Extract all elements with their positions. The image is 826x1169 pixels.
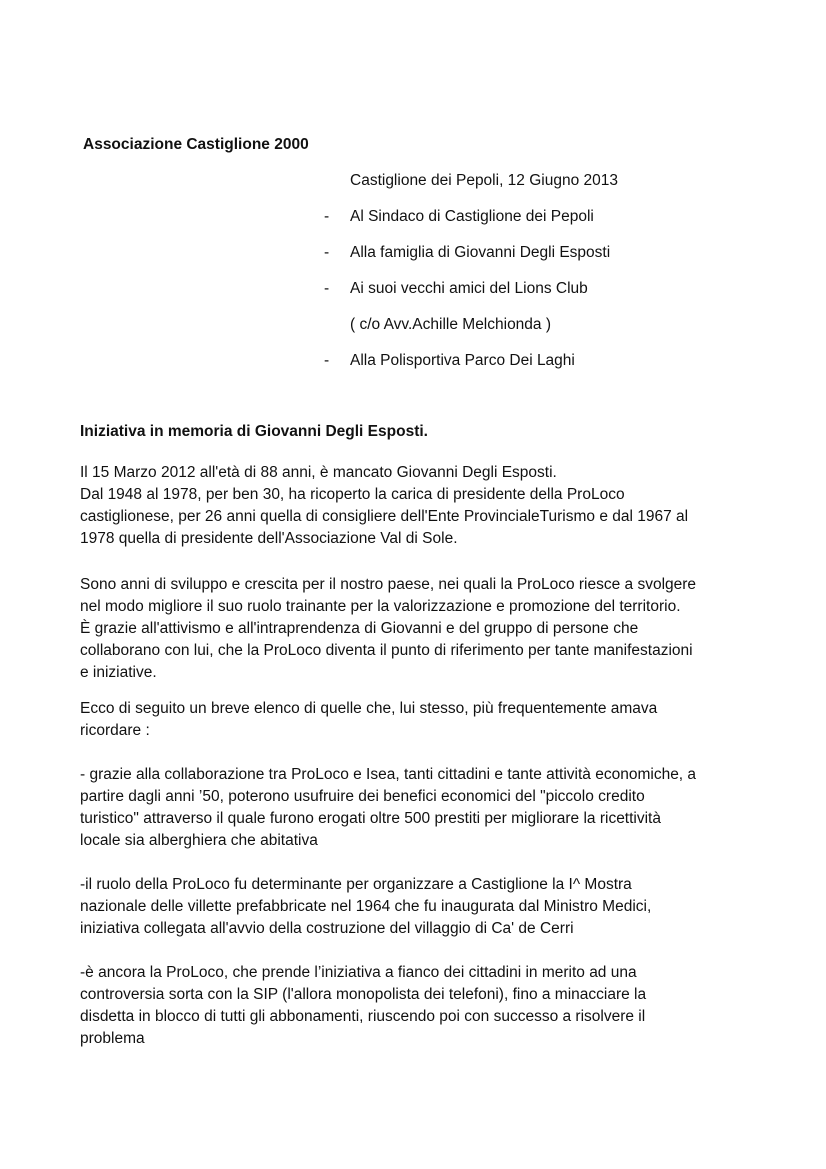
- body-paragraph: [80, 764, 760, 852]
- recipient-text: Al Sindaco di Castiglione dei Pepoli: [350, 208, 594, 225]
- paragraph-line: controversia sorta con la SIP (l'allora monopolista dei telefoni), fino a minacciare la: [80, 986, 647, 1003]
- paragraph-line: -il ruolo della ProLoco fu determinante per organizzare a Castiglione la I^ Mostra: [80, 876, 632, 893]
- paragraph-line: problema: [80, 1030, 145, 1047]
- paragraph-line: - grazie alla collaborazione tra ProLoco e Isea, tanti cittadini e tante attività economiche, a: [80, 766, 697, 783]
- paragraph-line: Sono anni di sviluppo e crescita per il nostro paese, nei quali la ProLoco riesce a svolgere: [80, 576, 697, 593]
- paragraph-line: collaborano con lui, che la ProLoco diventa il punto di riferimento per tante manifestazioni: [80, 642, 693, 659]
- paragraph-line: disdetta in blocco di tutti gli abbonamenti, riuscendo poi con successo a risolvere il: [80, 1008, 646, 1025]
- recipient-text: Ai suoi vecchi amici del Lions Club: [350, 280, 588, 297]
- paragraph-line: nazionale delle villette prefabbricate nel 1964 che fu inaugurata dal Ministro Medici,: [80, 898, 652, 915]
- place-and-date: Castiglione dei Pepoli, 12 Giugno 2013: [350, 172, 618, 189]
- recipient-dash: -: [324, 244, 330, 261]
- recipient-dash: -: [324, 280, 330, 297]
- recipient-dash: -: [324, 352, 330, 369]
- recipient-dash: -: [324, 208, 330, 225]
- body-paragraph: [80, 698, 760, 742]
- paragraph-line: È grazie all'attivismo e all'intraprendenza di Giovanni e del gruppo di persone che: [80, 620, 639, 637]
- paragraph-line: Ecco di seguito un breve elenco di quelle che, lui stesso, più frequentemente amava: [80, 700, 658, 717]
- paragraph-line: nel modo migliore il suo ruolo trainante per la valorizzazione e promozione del territorio.: [80, 598, 681, 615]
- body-paragraph: [80, 574, 760, 684]
- paragraph-line: Il 15 Marzo 2012 all'età di 88 anni, è mancato Giovanni Degli Esposti.: [80, 464, 557, 481]
- recipient-text: Alla Polisportiva Parco Dei Laghi: [350, 352, 575, 369]
- subject-heading: Iniziativa in memoria di Giovanni Degli Esposti.: [80, 423, 428, 440]
- paragraph-line: 1978 quella di presidente dell'Associazione Val di Sole.: [80, 530, 458, 547]
- paragraph-line: -è ancora la ProLoco, che prende l’iniziativa a fianco dei cittadini in merito ad una: [80, 964, 637, 981]
- paragraph-line: turistico" attraverso il quale furono erogati oltre 500 prestiti per migliorare la ricettività: [80, 810, 661, 827]
- paragraph-line: e iniziative.: [80, 664, 157, 681]
- body-paragraph: [80, 874, 760, 940]
- paragraph-line: iniziativa collegata all'avvio della costruzione del villaggio di Ca' de Cerri: [80, 920, 574, 937]
- paragraph-line: partire dagli anni ’50, poterono usufruire dei benefici economici del "piccolo credito: [80, 788, 645, 805]
- recipient-text: Alla famiglia di Giovanni Degli Esposti: [350, 244, 611, 261]
- paragraph-line: castiglionese, per 26 anni quella di consigliere dell'Ente ProvincialeTurismo e dal 1967 al: [80, 508, 689, 525]
- recipient-text: ( c/o Avv.Achille Melchionda ): [350, 316, 552, 333]
- body-paragraph: [80, 962, 760, 1050]
- paragraph-line: Dal 1948 al 1978, per ben 30, ha ricoperto la carica di presidente della ProLoco: [80, 486, 625, 503]
- organization-name: Associazione Castiglione 2000: [83, 136, 309, 153]
- paragraph-line: ricordare :: [80, 722, 150, 739]
- body-paragraph: [80, 462, 760, 550]
- paragraph-line: locale sia alberghiera che abitativa: [80, 832, 318, 849]
